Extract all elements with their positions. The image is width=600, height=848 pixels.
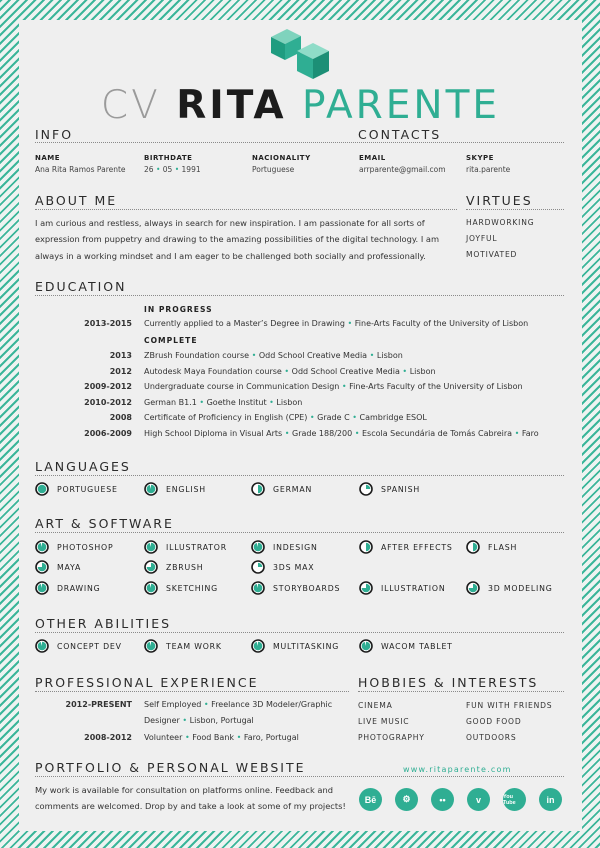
education-line — [144, 351, 403, 360]
skype-value: rita.parente — [466, 165, 511, 174]
skill-name: FLASH — [488, 542, 518, 552]
skill-item — [35, 560, 81, 574]
skill-level-icon — [35, 482, 49, 496]
birthdate-label: BIRTHDATE — [144, 154, 193, 162]
about-heading: ABOUT ME — [35, 193, 118, 208]
education-part: Lisbon — [409, 366, 436, 376]
abilities-heading: OTHER ABILITIES — [35, 616, 172, 631]
divider — [35, 209, 457, 210]
education-line — [144, 429, 539, 438]
skill-item — [35, 581, 101, 595]
skill-name: WACOM TABLET — [381, 641, 453, 651]
education-part: High School Diploma in Visual Arts — [144, 428, 283, 438]
education-part: Grade C — [317, 413, 350, 422]
education-part: Undergraduate course in Communication Design — [144, 382, 340, 391]
education-years: 2012 — [109, 366, 132, 376]
education-years: 2013-2015 — [84, 319, 132, 328]
separator-dot: • — [341, 382, 347, 391]
skill-name: STORYBOARDS — [273, 583, 341, 593]
separator-dot: • — [369, 351, 375, 360]
experience-years: 2012-PRESENT — [65, 700, 132, 709]
virtue-item: HARDWORKING — [466, 218, 535, 227]
skill-item — [359, 482, 420, 496]
skill-name: MAYA — [57, 562, 82, 572]
education-part: Odd School Creative Media — [258, 351, 368, 360]
separator-dot: • — [402, 366, 408, 376]
virtue-item: JOYFUL — [466, 234, 498, 243]
experience-part: Freelance 3D Modeler/Graphic — [211, 700, 333, 709]
languages-heading: LANGUAGES — [35, 459, 131, 474]
education-line — [144, 398, 302, 407]
linkedin-icon[interactable]: in — [539, 788, 562, 811]
skill-item — [35, 540, 113, 554]
skill-item — [144, 482, 206, 496]
skill-level-icon — [359, 482, 373, 496]
skill-level-icon — [144, 581, 158, 595]
experience-part: Designer — [144, 716, 180, 725]
contacts-heading: CONTACTS — [358, 127, 442, 142]
skill-item — [144, 581, 218, 595]
education-line — [144, 382, 523, 391]
education-part: Cambridge ESOL — [359, 413, 427, 422]
separator-dot: • — [155, 165, 161, 174]
education-part: Odd School Creative Media — [291, 366, 400, 376]
email-link[interactable]: arrparente@gmail.com — [359, 165, 446, 174]
skill-level-icon — [144, 639, 158, 653]
skill-item — [144, 540, 227, 554]
experience-part: Lisbon, Portugal — [189, 716, 254, 725]
separator-dot: • — [347, 319, 353, 328]
page-title — [19, 83, 582, 128]
separator-dot: • — [354, 428, 360, 438]
skill-item — [251, 560, 314, 574]
title-first-name: RITA — [176, 83, 287, 128]
education-years: 2009-2012 — [84, 382, 132, 391]
hobby-item: FUN WITH FRIENDS — [466, 701, 553, 710]
divider — [358, 691, 564, 692]
skill-level-icon — [35, 639, 49, 653]
skill-level-icon — [144, 560, 158, 574]
skill-name: TEAM WORK — [166, 641, 222, 651]
education-line — [144, 413, 427, 422]
hobby-item: LIVE MUSIC — [358, 717, 410, 726]
name-label: NAME — [35, 154, 61, 162]
education-years: 2010-2012 — [84, 397, 132, 407]
separator-dot: • — [174, 165, 180, 174]
separator-dot: • — [184, 733, 190, 742]
experience-part: Faro, Portugal — [243, 733, 299, 742]
hobby-item: CINEMA — [358, 701, 393, 710]
separator-dot: • — [251, 351, 257, 360]
separator-dot: • — [182, 716, 188, 725]
email-label: EMAIL — [359, 154, 386, 162]
virtue-item: MOTIVATED — [466, 250, 518, 259]
skill-name: 3DS MAX — [273, 562, 315, 572]
skill-name: SKETCHING — [166, 583, 218, 593]
education-part: German B1.1 — [144, 397, 197, 407]
skill-level-icon — [359, 639, 373, 653]
skill-level-icon — [251, 581, 265, 595]
education-part: Currently applied to a Master’s Degree in Drawing — [144, 319, 345, 328]
youtube-icon[interactable]: You Tube — [503, 788, 526, 811]
title-last-name: PARENTE — [301, 83, 501, 128]
behance-icon[interactable]: Bē — [359, 788, 382, 811]
skill-name: MULTITASKING — [273, 641, 340, 651]
skill-name: ILLUSTRATION — [381, 583, 446, 593]
education-part: Autodesk Maya Foundation course — [144, 366, 282, 376]
title-prefix: CV — [100, 83, 161, 128]
skill-level-icon — [35, 560, 49, 574]
skill-name: SPANISH — [381, 484, 421, 494]
skill-item — [144, 639, 222, 653]
education-part: Lisbon — [276, 397, 303, 407]
skill-level-icon — [251, 639, 265, 653]
experience-years: 2008-2012 — [84, 733, 132, 742]
education-part: ZBrush Foundation course — [144, 351, 250, 360]
skill-item — [35, 639, 122, 653]
divider — [35, 475, 564, 476]
skill-item — [251, 639, 339, 653]
skill-item — [144, 560, 203, 574]
education-part: Grade 188/200 — [292, 428, 353, 438]
in-progress-label: IN PROGRESS — [144, 305, 213, 314]
skill-level-icon — [359, 540, 373, 554]
education-part: Faro — [521, 428, 539, 438]
separator-dot: • — [284, 428, 290, 438]
skill-name: ZBRUSH — [166, 562, 204, 572]
education-part: Escola Secundária de Tomás Cabreira — [361, 428, 513, 438]
skill-level-icon — [144, 482, 158, 496]
skill-level-icon — [251, 482, 265, 496]
skill-name: ILLUSTRATOR — [166, 542, 227, 552]
birth-month: 05 — [162, 165, 173, 174]
education-years: 2006-2009 — [84, 428, 132, 438]
portfolio-heading: PORTFOLIO & PERSONAL WEBSITE — [35, 760, 306, 775]
vimeo-icon[interactable]: v — [467, 788, 490, 811]
separator-dot: • — [199, 397, 205, 407]
skill-level-icon — [251, 540, 265, 554]
divider — [35, 632, 564, 633]
complete-label: COMPLETE — [144, 336, 198, 345]
education-part: Lisbon — [376, 351, 403, 360]
separator-dot: • — [236, 733, 242, 742]
experience-part: Volunteer — [144, 733, 183, 742]
divider — [35, 691, 349, 692]
skill-name: CONCEPT DEV — [57, 641, 122, 651]
experience-line — [144, 716, 254, 725]
education-part: Fine-Arts Faculty of the University of Lisbon — [354, 319, 529, 328]
experience-heading: PROFESSIONAL EXPERIENCE — [35, 675, 259, 690]
hobbies-heading: HOBBIES & INTERESTS — [358, 675, 539, 690]
website-link[interactable]: www.ritaparente.com — [403, 765, 512, 774]
portfolio-text: My work is available for consultation on platforms online. Feedback and comments are welcomed. Drop by and take a look at some of my projects! — [35, 785, 346, 812]
separator-dot: • — [309, 413, 315, 422]
birthdate-value — [144, 165, 201, 174]
hobby-item: OUTDOORS — [466, 733, 517, 742]
skill-level-icon — [466, 540, 480, 554]
info-heading: INFO — [35, 127, 74, 142]
cv-page — [19, 20, 582, 831]
skill-item — [251, 482, 312, 496]
nationality-label: NACIONALITY — [252, 154, 311, 162]
divider — [466, 209, 564, 210]
experience-line — [144, 700, 332, 709]
skill-item — [466, 540, 517, 554]
skill-name: AFTER EFFECTS — [381, 542, 453, 552]
separator-dot: • — [203, 700, 209, 709]
about-text: I am curious and restless, always in search for new inspiration. I am passionate for all sorts of expression from puppetry and drawing to the amazing possibilities of the digital technology. I am always in a working mindset and I am eager to be challenged both socially and professionally. — [35, 218, 440, 261]
skill-level-icon — [466, 581, 480, 595]
skill-level-icon — [35, 581, 49, 595]
skill-name: GERMAN — [273, 484, 313, 494]
divider — [35, 776, 564, 777]
experience-part: Self Employed — [144, 700, 202, 709]
skill-item — [359, 581, 445, 595]
skill-item — [359, 540, 453, 554]
birth-day: 26 — [144, 165, 154, 174]
divider — [35, 532, 564, 533]
experience-line — [144, 733, 299, 742]
separator-dot: • — [269, 397, 274, 407]
education-part: Fine-Arts Faculty of the University of Lisbon — [349, 382, 523, 391]
skill-name: DRAWING — [57, 583, 101, 593]
skill-level-icon — [359, 581, 373, 595]
hobby-item: PHOTOGRAPHY — [358, 733, 425, 742]
skill-name: PHOTOSHOP — [57, 542, 114, 552]
flickr-icon[interactable]: •• — [431, 788, 454, 811]
software-heading: ART & SOFTWARE — [35, 516, 174, 531]
education-part: Certificate of Proficiency in English (CPE) — [144, 413, 308, 422]
skill-name: PORTUGUESE — [57, 484, 118, 494]
virtues-heading: VIRTUES — [466, 193, 533, 208]
education-heading: EDUCATION — [35, 279, 127, 294]
skill-item — [466, 581, 553, 595]
skill-name: 3D MODELING — [488, 583, 553, 593]
skill-level-icon — [144, 540, 158, 554]
divider — [35, 295, 564, 296]
cubes-logo-icon — [267, 27, 337, 83]
skill-item — [359, 639, 453, 653]
name-value: Ana Rita Ramos Parente — [35, 165, 126, 174]
divider — [35, 142, 564, 143]
skill-level-icon — [35, 540, 49, 554]
separator-dot: • — [284, 366, 290, 376]
skill-item — [251, 540, 318, 554]
birth-year: 1991 — [181, 165, 201, 174]
skype-label: SKYPE — [466, 154, 494, 162]
education-years: 2008 — [109, 413, 132, 422]
skill-name: INDESIGN — [273, 542, 318, 552]
education-line — [144, 319, 528, 328]
nationality-value: Portuguese — [252, 165, 295, 174]
separator-dot: • — [514, 428, 520, 438]
skill-item — [251, 581, 340, 595]
education-years: 2013 — [109, 351, 132, 360]
skill-level-icon — [251, 560, 265, 574]
experience-part: Food Bank — [192, 733, 235, 742]
skill-name: ENGLISH — [166, 484, 206, 494]
skill-item — [35, 482, 118, 496]
separator-dot: • — [352, 413, 357, 422]
gear-icon[interactable]: ⚙ — [395, 788, 418, 811]
hobby-item: GOOD FOOD — [466, 717, 522, 726]
education-part: Goethe Institut — [206, 397, 267, 407]
education-line — [144, 367, 436, 376]
